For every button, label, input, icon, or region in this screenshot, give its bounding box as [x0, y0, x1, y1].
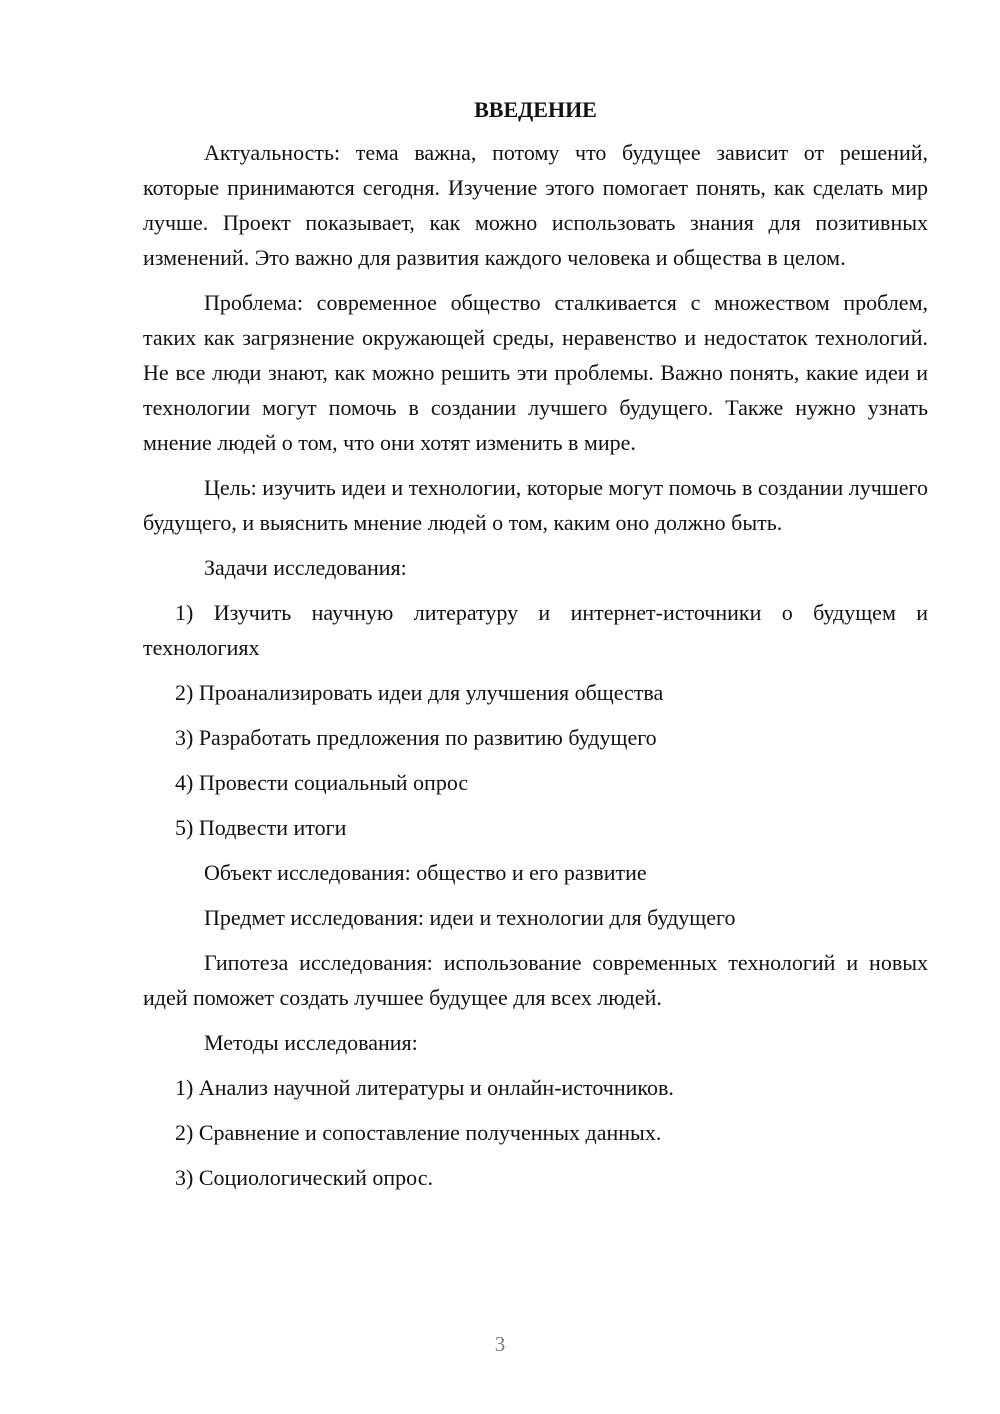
- relevance-paragraph: Актуальность: тема важна, потому что будущее зависит от решений, которые принимаются сегодня. Изучение этого помогает понять, как сделать мир лучше. Проект показывает, как можно использовать знания для позитивных изменений. Это важно для развития каждого человека и общества в целом.: [143, 140, 928, 270]
- task-item: 3) Разработать предложения по развитию будущего: [175, 725, 657, 750]
- task-item: 2) Проанализировать идеи для улучшения общества: [175, 680, 664, 705]
- method-item: 1) Анализ научной литературы и онлайн-источников.: [175, 1075, 674, 1100]
- tasks-heading: Задачи исследования:: [204, 555, 407, 580]
- method-item: 2) Сравнение и сопоставление полученных данных.: [175, 1120, 662, 1145]
- methods-list: [143, 1070, 928, 1195]
- page-number: 3: [494, 1332, 506, 1356]
- hypothesis-paragraph: Гипотеза исследования: использование современных технологий и новых идей поможет создать лучшее будущее для всех людей.: [143, 950, 928, 1010]
- page-title: ВВЕДЕНИЕ: [474, 97, 597, 122]
- subject-paragraph: Предмет исследования: идеи и технологии для будущего: [204, 905, 736, 930]
- goal-paragraph: Цель: изучить идеи и технологии, которые могут помочь в создании лучшего будущего, и выяснить мнение людей о том, каким оно должно быть.: [143, 475, 928, 535]
- task-item: 5) Подвести итоги: [175, 815, 347, 840]
- task-item: 1) Изучить научную литературу и интернет-источники о будущем и технологиях: [143, 600, 928, 660]
- problem-paragraph: Проблема: современное общество сталкивается с множеством проблем, таких как загрязнение окружающей среды, неравенство и недостаток технологий. Не все люди знают, как можно решить эти проблемы. Важно понять, какие идеи и технологии могут помочь в создании лучшего будущего. Также нужно узнать мнение людей о том, что они хотят изменить в мире.: [143, 290, 928, 455]
- tasks-list: [143, 595, 928, 845]
- object-paragraph: Объект исследования: общество и его развитие: [204, 860, 647, 885]
- methods-heading: Методы исследования:: [204, 1030, 418, 1055]
- document-page: [143, 92, 928, 1205]
- task-item: 4) Провести социальный опрос: [175, 770, 469, 795]
- method-item: 3) Социологический опрос.: [175, 1165, 433, 1190]
